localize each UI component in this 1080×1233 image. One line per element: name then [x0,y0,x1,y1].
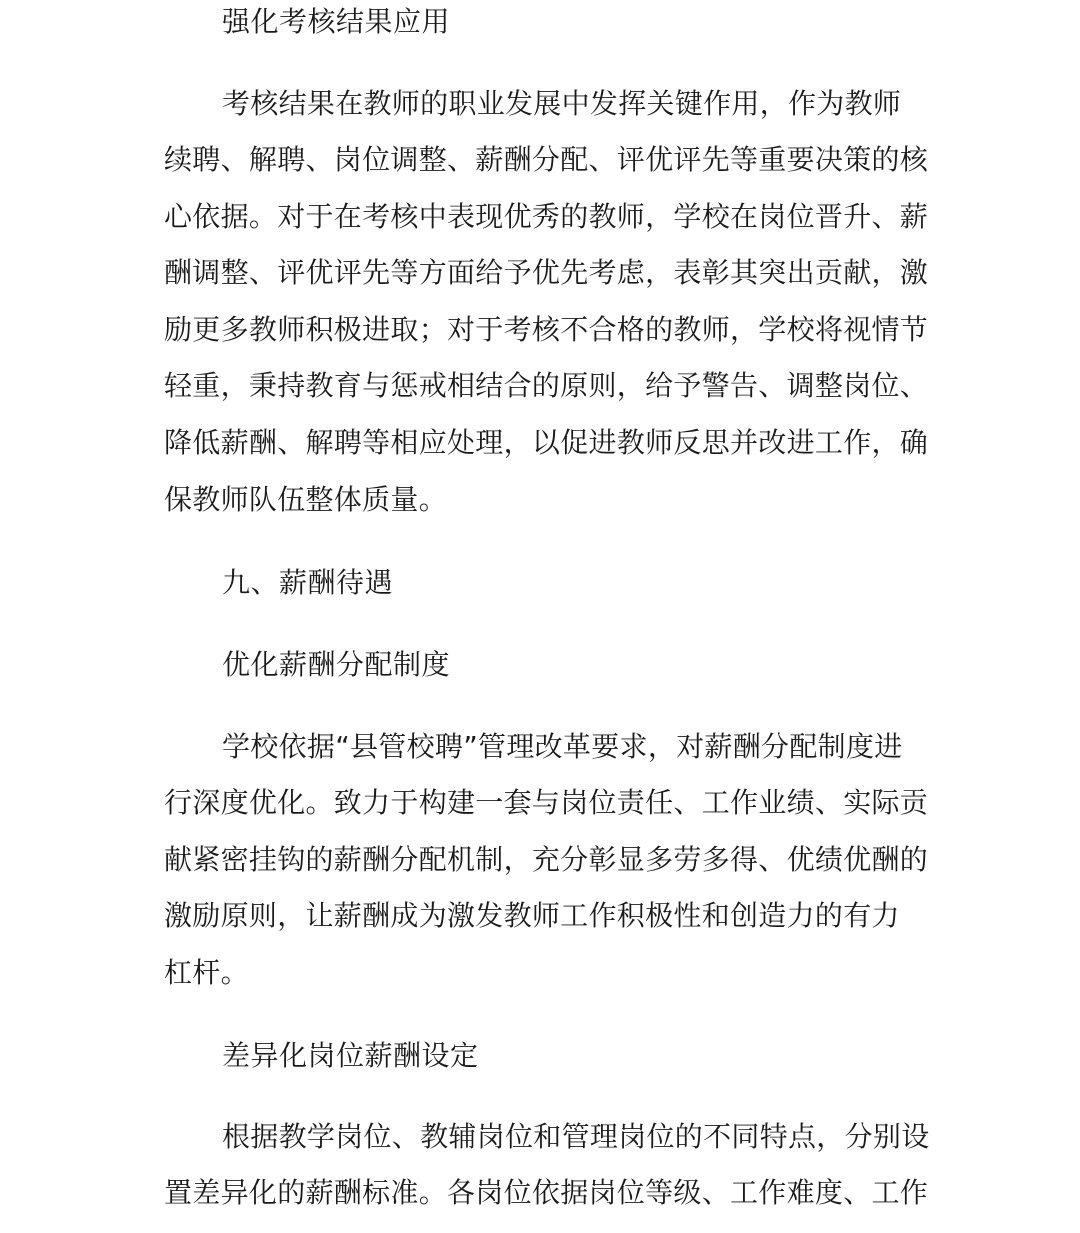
paragraph-line: 降低薪酬、解聘等相应处理，以促进教师反思并改进工作，确 [164,426,929,459]
section-heading-assessment-results: 强化考核结果应用 [222,5,451,38]
paragraph-line: 置差异化的薪酬标准。各岗位依据岗位等级、工作难度、工作 [164,1176,929,1209]
paragraph-line: 激励原则，让薪酬成为激发教师工作积极性和创造力的有力 [164,899,900,932]
paragraph-line: 酬调整、评优评先等方面给予优先考虑，表彰其突出贡献，激 [164,256,929,289]
paragraph-line: 励更多教师积极进取；对于考核不合格的教师，学校将视情节 [164,313,929,346]
paragraph-line: 心依据。对于在考核中表现优秀的教师，学校在岗位晋升、薪 [164,200,929,233]
chapter-heading-salary: 九、薪酬待遇 [222,566,394,599]
paragraph-line: 根据教学岗位、教辅岗位和管理岗位的不同特点，分别设 [222,1120,930,1153]
paragraph-line: 献紧密挂钩的薪酬分配机制，充分彰显多劳多得、优绩优酬的 [164,843,929,876]
paragraph-line: 续聘、解聘、岗位调整、薪酬分配、评优评先等重要决策的核 [164,143,929,176]
paragraph-line: 杠杆。 [164,956,249,989]
paragraph-line: 考核结果在教师的职业发展中发挥关键作用，作为教师 [222,87,902,120]
paragraph-line: 学校依据“县管校聘”管理改革要求，对薪酬分配制度进 [222,730,903,763]
section-heading-salary-system: 优化薪酬分配制度 [222,648,451,681]
paragraph-line: 保教师队伍整体质量。 [164,483,448,516]
paragraph-line: 轻重，秉持教育与惩戒相结合的原则，给予警告、调整岗位、 [164,369,929,402]
paragraph-line: 行深度优化。致力于构建一套与岗位责任、工作业绩、实际贡 [164,786,929,819]
section-heading-differentiated-salary: 差异化岗位薪酬设定 [222,1039,479,1072]
